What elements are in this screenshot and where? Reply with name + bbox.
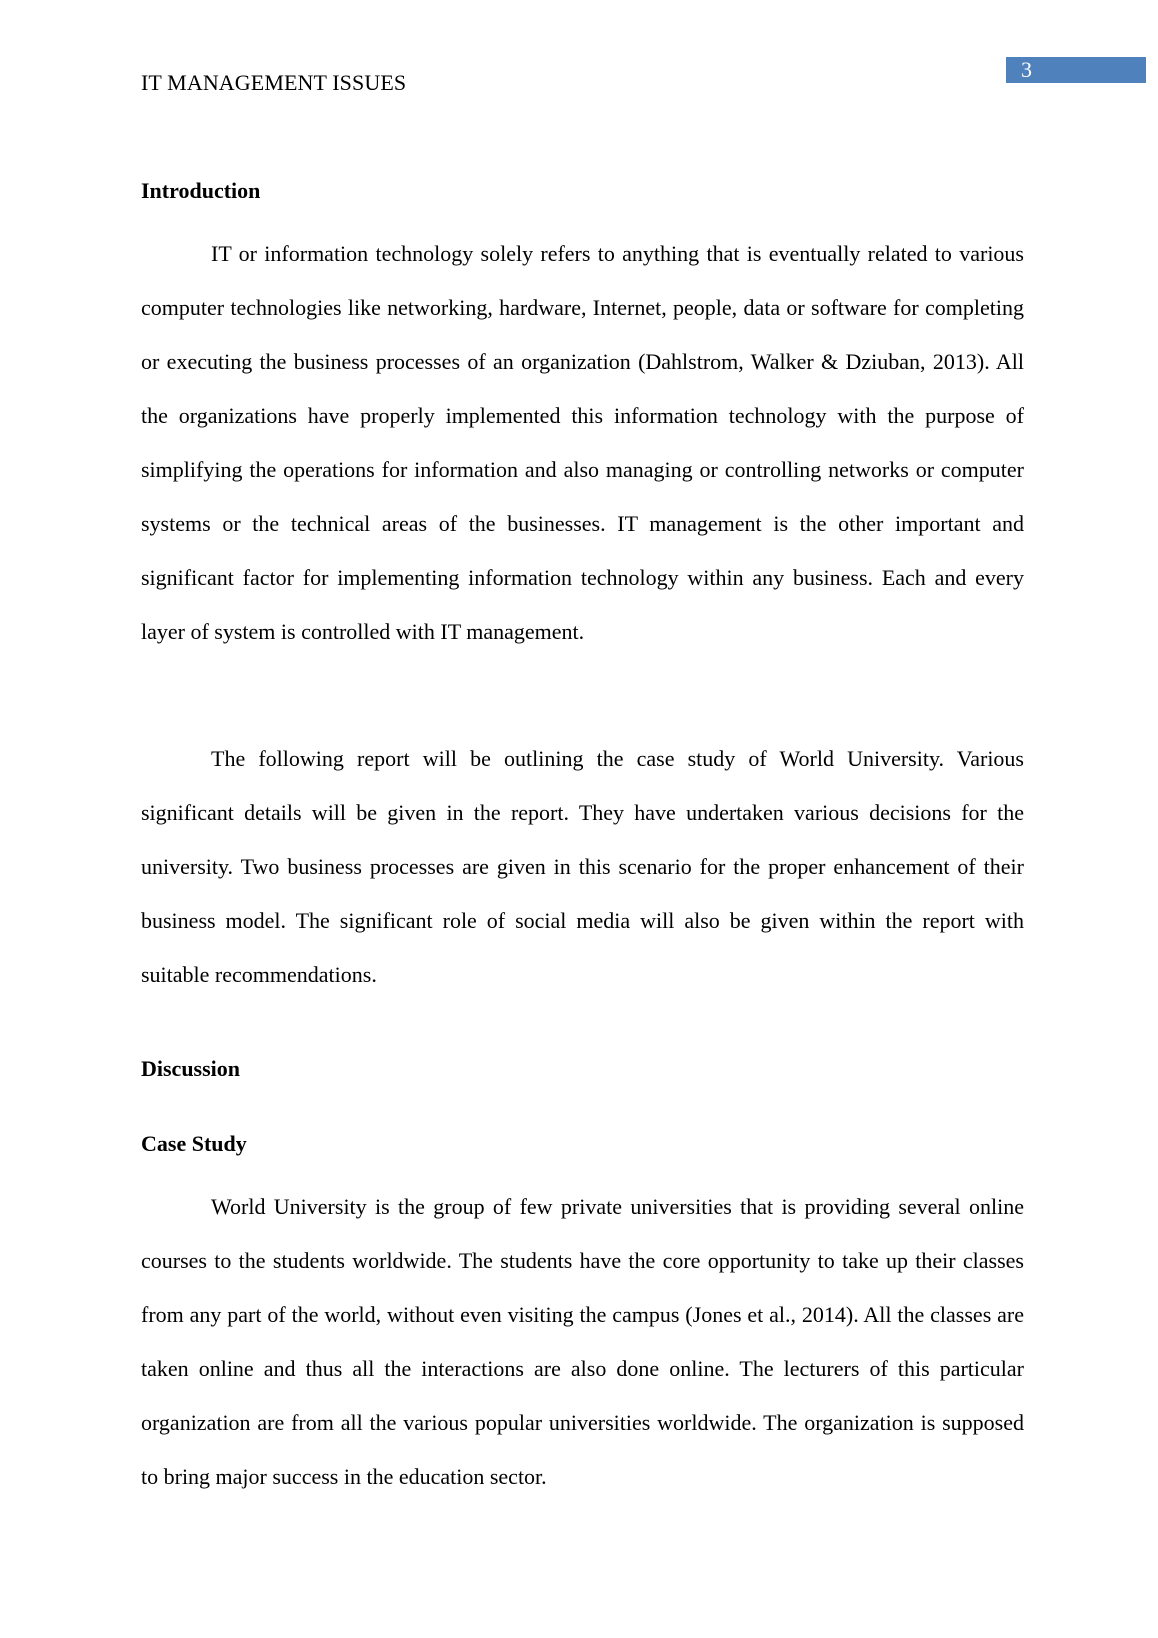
introduction-paragraph-1: IT or information technology solely refers to anything that is eventually related to various computer technologies like networking, hardware, Internet, people, data or software for completing or executing the business processes of an organization (Dahlstrom, Walker & Dziuban, 2013). All the organizations have properly implemented this information technology with the purpose of simplifying the operations for information and also managing or controlling networks or computer systems or the technical areas of the businesses. IT management is the other important and significant factor for implementing information technology within any business. Each and every layer of system is controlled with IT management. [141, 241, 1024, 644]
case-study-heading: Case Study [141, 1131, 247, 1156]
introduction-heading: Introduction [141, 178, 261, 203]
page-number: 3 [1021, 57, 1032, 82]
page-number-box [1006, 57, 1146, 83]
discussion-heading: Discussion [141, 1056, 241, 1081]
case-study-paragraph-1: World University is the group of few private universities that is providing several online courses to the students worldwide. The students have the core opportunity to take up their classes from any part of the world, without even visiting the campus (Jones et al., 2014). All the classes are taken online and thus all the interactions are also done online. The lecturers of this particular organization are from all the various popular universities worldwide. The organization is supposed to bring major success in the education sector. [141, 1194, 1024, 1489]
running-head: IT MANAGEMENT ISSUES [141, 70, 407, 95]
introduction-paragraph-2: The following report will be outlining the case study of World University. Various significant details will be given in the report. They have undertaken various decisions for the university. Two business processes are given in this scenario for the proper enhancement of their business model. The significant role of social media will also be given within the report with suitable recommendations. [141, 746, 1024, 987]
